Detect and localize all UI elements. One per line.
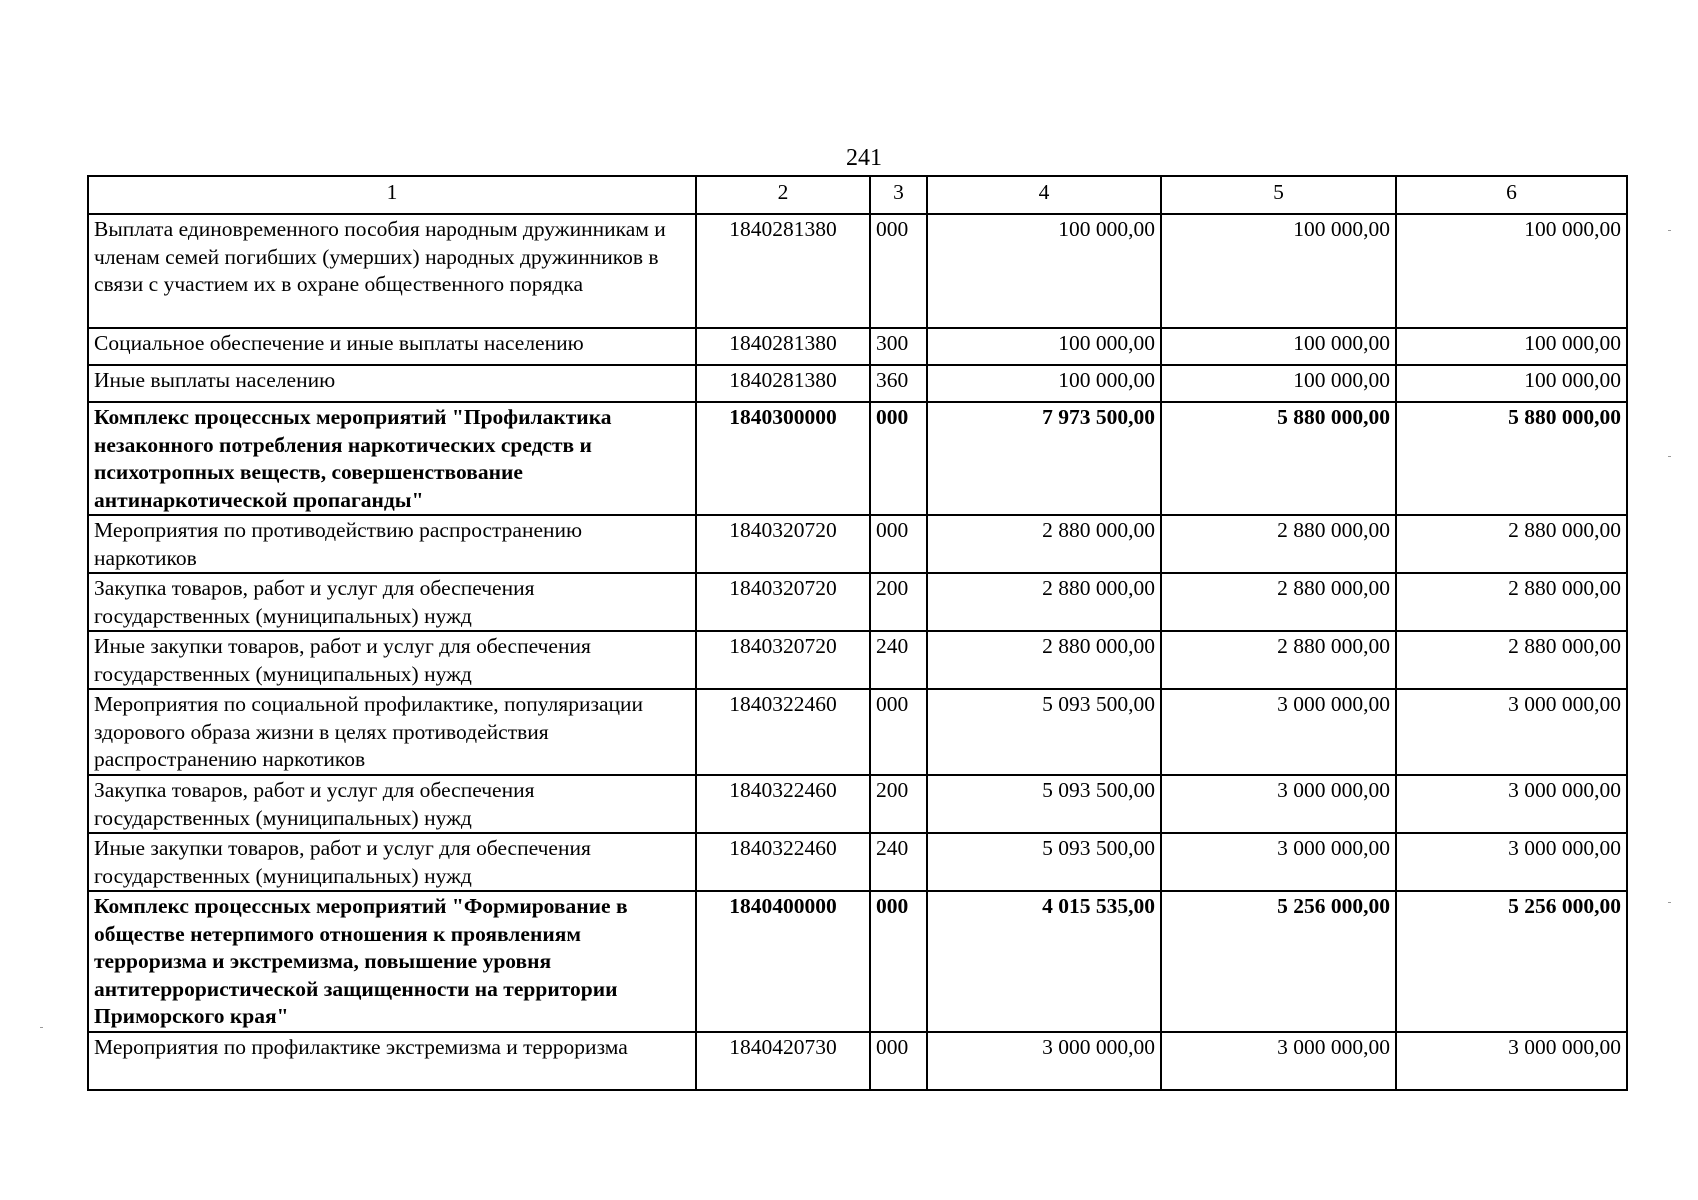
row-amount-3: 3 000 000,00: [1396, 775, 1627, 833]
row-amount-3: 2 880 000,00: [1396, 631, 1627, 689]
row-amount-3: 5 256 000,00: [1396, 891, 1627, 1032]
row-amount-3: 2 880 000,00: [1396, 573, 1627, 631]
row-name: Закупка товаров, работ и услуг для обеспечения государственных (муниципальных) нужд: [88, 573, 696, 631]
row-name: Мероприятия по социальной профилактике, популяризации здорового образа жизни в целях противодействия распространению наркотиков: [88, 689, 696, 775]
row-code: 1840281380: [696, 328, 870, 365]
row-kvr: 240: [870, 833, 927, 891]
scan-speck: [40, 1027, 43, 1028]
row-kvr: 240: [870, 631, 927, 689]
row-amount-3: 100 000,00: [1396, 328, 1627, 365]
row-kvr: 360: [870, 365, 927, 402]
row-name: Иные выплаты населению: [88, 365, 696, 402]
row-name: Иные закупки товаров, работ и услуг для обеспечения государственных (муниципальных) нужд: [88, 833, 696, 891]
table-row: [88, 365, 1627, 402]
row-code: 1840322460: [696, 833, 870, 891]
row-amount-2: 2 880 000,00: [1161, 515, 1396, 573]
row-kvr: 000: [870, 214, 927, 328]
row-name: Комплекс процессных мероприятий "Профилактика незаконного потребления наркотических средств и психотропных веществ, совершенствование антинаркотической пропаганды": [88, 402, 696, 515]
scan-speck: [1668, 902, 1671, 903]
row-amount-2: 100 000,00: [1161, 214, 1396, 328]
row-code: 1840420730: [696, 1032, 870, 1090]
table-row: [88, 631, 1627, 689]
budget-table: [87, 175, 1628, 1091]
row-amount-1: 5 093 500,00: [927, 689, 1161, 775]
row-code: 1840320720: [696, 515, 870, 573]
row-amount-2: 2 880 000,00: [1161, 573, 1396, 631]
row-kvr: 000: [870, 689, 927, 775]
table-row: [88, 515, 1627, 573]
row-code: 1840281380: [696, 214, 870, 328]
row-amount-1: 5 093 500,00: [927, 775, 1161, 833]
row-amount-1: 4 015 535,00: [927, 891, 1161, 1032]
row-code: 1840400000: [696, 891, 870, 1032]
row-name: Социальное обеспечение и иные выплаты населению: [88, 328, 696, 365]
row-amount-3: 100 000,00: [1396, 365, 1627, 402]
row-kvr: 300: [870, 328, 927, 365]
row-amount-1: 100 000,00: [927, 214, 1161, 328]
scan-speck: [1668, 230, 1671, 231]
row-name: Мероприятия по профилактике экстремизма и терроризма: [88, 1032, 696, 1090]
table-row: [88, 214, 1627, 328]
row-amount-3: 5 880 000,00: [1396, 402, 1627, 515]
row-amount-1: 7 973 500,00: [927, 402, 1161, 515]
row-amount-3: 3 000 000,00: [1396, 689, 1627, 775]
row-name: Мероприятия по противодействию распространению наркотиков: [88, 515, 696, 573]
row-code: 1840322460: [696, 689, 870, 775]
row-amount-1: 2 880 000,00: [927, 631, 1161, 689]
row-amount-3: 3 000 000,00: [1396, 1032, 1627, 1090]
table-row-section: [88, 891, 1627, 1032]
column-header: 2: [696, 176, 870, 214]
row-kvr: 000: [870, 1032, 927, 1090]
row-name: Иные закупки товаров, работ и услуг для обеспечения государственных (муниципальных) нужд: [88, 631, 696, 689]
row-kvr: 200: [870, 775, 927, 833]
table-row: [88, 328, 1627, 365]
row-name: Комплекс процессных мероприятий "Формирование в обществе нетерпимого отношения к проявлениям терроризма и экстремизма, повышение уровня антитеррористической защищенности на территории Приморского края": [88, 891, 696, 1032]
row-amount-1: 2 880 000,00: [927, 515, 1161, 573]
row-amount-2: 100 000,00: [1161, 328, 1396, 365]
row-kvr: 000: [870, 515, 927, 573]
row-kvr: 200: [870, 573, 927, 631]
table-row: [88, 1032, 1627, 1090]
table-row: [88, 833, 1627, 891]
row-code: 1840300000: [696, 402, 870, 515]
row-amount-3: 100 000,00: [1396, 214, 1627, 328]
table-row: [88, 775, 1627, 833]
row-amount-2: 2 880 000,00: [1161, 631, 1396, 689]
row-amount-1: 100 000,00: [927, 328, 1161, 365]
row-name: Закупка товаров, работ и услуг для обеспечения государственных (муниципальных) нужд: [88, 775, 696, 833]
row-amount-2: 3 000 000,00: [1161, 833, 1396, 891]
row-amount-3: 3 000 000,00: [1396, 833, 1627, 891]
table-row: [88, 689, 1627, 775]
row-code: 1840322460: [696, 775, 870, 833]
column-header: 5: [1161, 176, 1396, 214]
row-amount-1: 2 880 000,00: [927, 573, 1161, 631]
row-amount-1: 100 000,00: [927, 365, 1161, 402]
row-amount-2: 5 256 000,00: [1161, 891, 1396, 1032]
row-amount-2: 3 000 000,00: [1161, 689, 1396, 775]
row-amount-1: 5 093 500,00: [927, 833, 1161, 891]
row-amount-2: 100 000,00: [1161, 365, 1396, 402]
scan-speck: [1668, 456, 1671, 457]
table-row: [88, 573, 1627, 631]
row-amount-2: 5 880 000,00: [1161, 402, 1396, 515]
page-number: 241: [846, 145, 882, 171]
table-row-section: [88, 402, 1627, 515]
row-code: 1840320720: [696, 631, 870, 689]
column-header: 3: [870, 176, 927, 214]
row-code: 1840320720: [696, 573, 870, 631]
row-amount-3: 2 880 000,00: [1396, 515, 1627, 573]
row-amount-2: 3 000 000,00: [1161, 1032, 1396, 1090]
column-header: 4: [927, 176, 1161, 214]
table-header-row: [88, 176, 1627, 214]
row-kvr: 000: [870, 891, 927, 1032]
column-header: 1: [88, 176, 696, 214]
row-amount-2: 3 000 000,00: [1161, 775, 1396, 833]
column-header: 6: [1396, 176, 1627, 214]
row-amount-1: 3 000 000,00: [927, 1032, 1161, 1090]
row-code: 1840281380: [696, 365, 870, 402]
row-kvr: 000: [870, 402, 927, 515]
row-name: Выплата единовременного пособия народным дружинникам и членам семей погибших (умерших) народных дружинников в связи с участием их в охране общественного порядка: [88, 214, 696, 328]
